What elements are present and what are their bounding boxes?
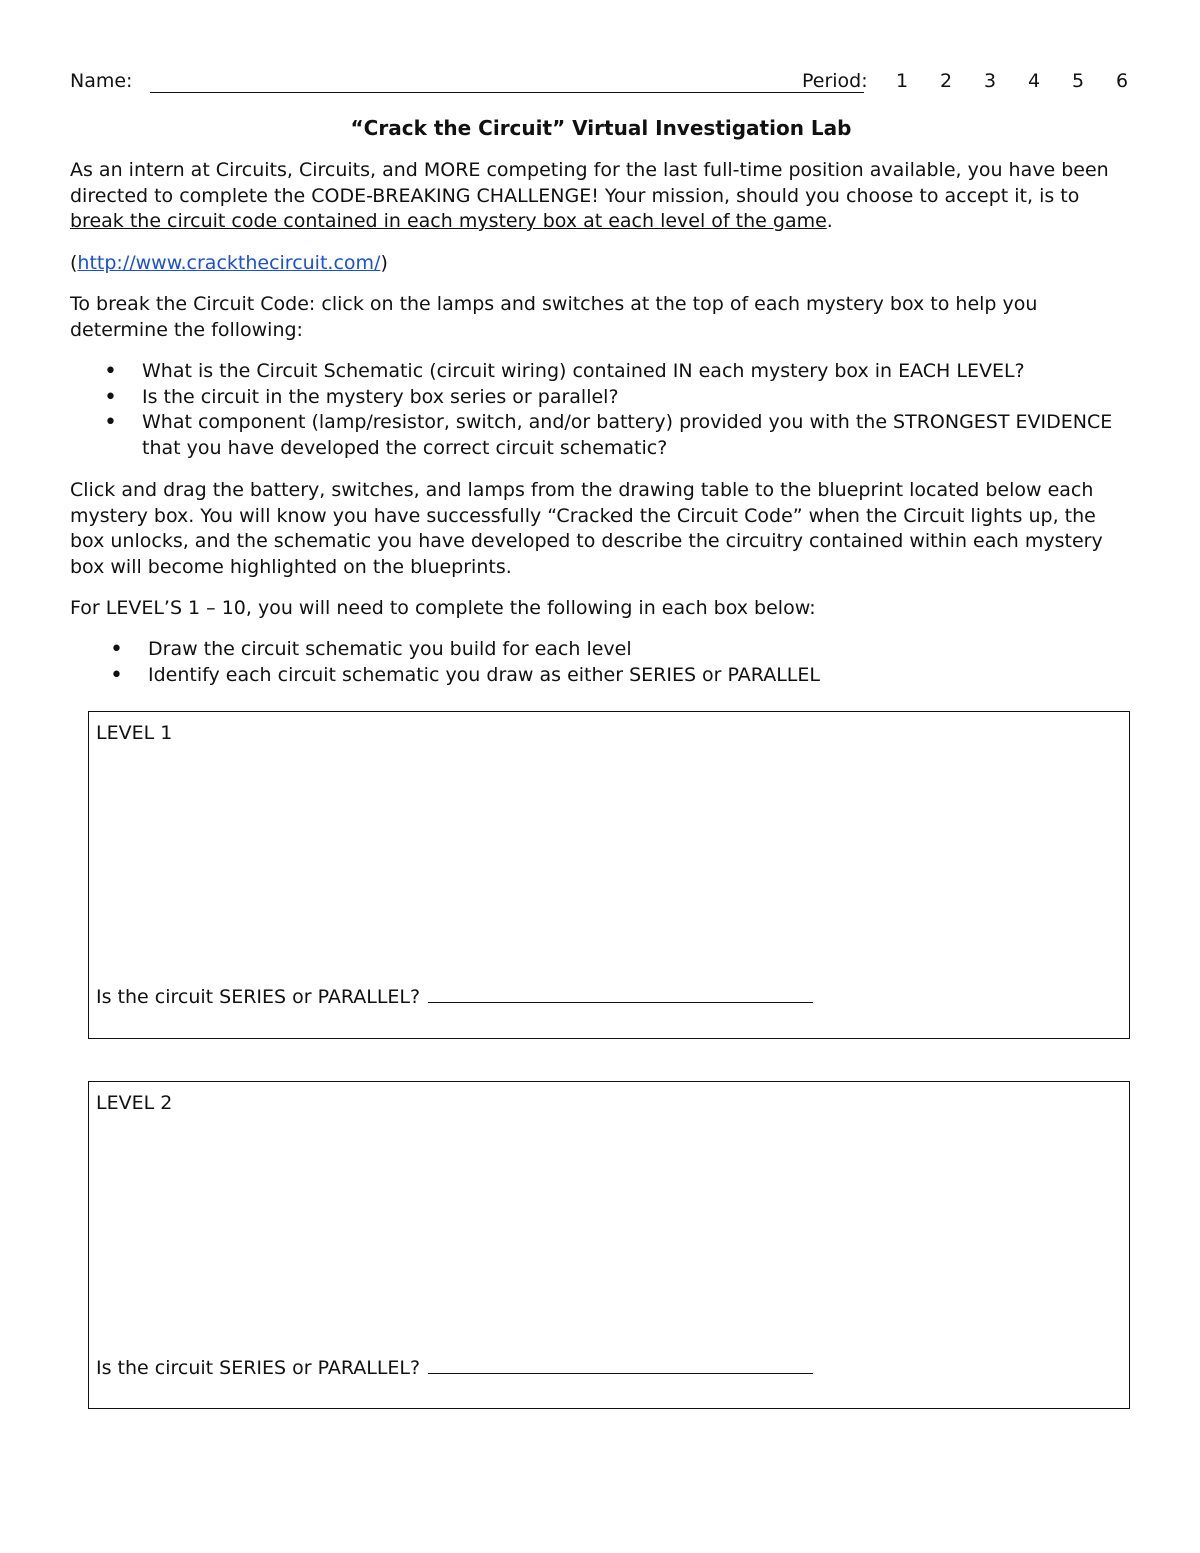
level-1-label: LEVEL 1 [96,722,173,744]
list-item: • Draw the circuit schematic you build for each level [70,637,1132,663]
level-2-question-text: Is the circuit SERIES or PARALLEL? [96,1357,421,1379]
level-1-question [96,984,813,1008]
period-option-4[interactable]: 4 [1028,70,1041,92]
intro-underlined-text: break the circuit code contained in each mystery box at each level of the game [70,210,827,232]
level-1-question-text: Is the circuit SERIES or PARALLEL? [96,986,421,1008]
instructions-paragraph-2: Click and drag the battery, switches, and lamps from the drawing table to the blueprint located below each mystery box. You will know you have successfully “Cracked the Circuit Code” when the Circuit lights up, the box unlocks, and the schematic you have developed to describe the circuitry contained within each mystery box will become highlighted on the blueprints. [70,479,1103,578]
link-paragraph [70,251,1132,277]
level-2-label: LEVEL 2 [96,1092,173,1114]
period-option-3[interactable]: 3 [984,70,997,92]
crackthecircuit-link[interactable]: http://www.crackthecircuit.com/ [77,252,381,274]
list-item: • Identify each circuit schematic you draw as either SERIES or PARALLEL [70,663,1132,689]
questions-list [70,359,1132,461]
list-item: • What is the Circuit Schematic (circuit wiring) contained IN each mystery box in EACH LEVEL? [70,359,1132,385]
name-blank-line[interactable] [150,92,864,93]
intro-text: As an intern at Circuits, Circuits, and MORE competing for the last full-time position available, you have been directed to complete the CODE-BREAKING CHALLENGE! Your mission, should you choose to accept it, is to [70,159,1109,207]
intro-paragraph [70,158,1132,235]
list-item: • Is the circuit in the mystery box series or parallel? [70,385,1132,411]
period-option-5[interactable]: 5 [1072,70,1085,92]
period-option-2[interactable]: 2 [940,70,953,92]
name-period-row [70,70,1132,100]
list-item: • What component (lamp/resistor, switch, and/or battery) provided you with the STRONGEST EVIDENCE that you have developed the correct circuit schematic? [70,410,1132,461]
tasks-list [70,637,1132,688]
instructions-paragraph-3: For LEVEL’S 1 – 10, you will need to complete the following in each box below: [70,597,816,619]
level-2-question [96,1355,813,1379]
period-option-1[interactable]: 1 [896,70,909,92]
period-option-6[interactable]: 6 [1116,70,1129,92]
level-2-answer-line[interactable] [428,1355,813,1374]
link-close-paren: ) [380,252,388,274]
page-title: “Crack the Circuit” Virtual Investigation Lab [350,116,852,140]
instructions-paragraph-1: To break the Circuit Code: click on the lamps and switches at the top of each mystery box to help you determine the following: [70,293,1038,341]
intro-end: . [826,210,833,232]
level-1-answer-line[interactable] [428,984,813,1003]
period-label: Period: [802,70,868,92]
level-2-box[interactable] [88,1081,1130,1409]
link-open-paren: ( [70,252,78,274]
name-label: Name: [70,70,133,92]
period-options [896,70,1160,92]
level-1-box[interactable] [88,711,1130,1039]
